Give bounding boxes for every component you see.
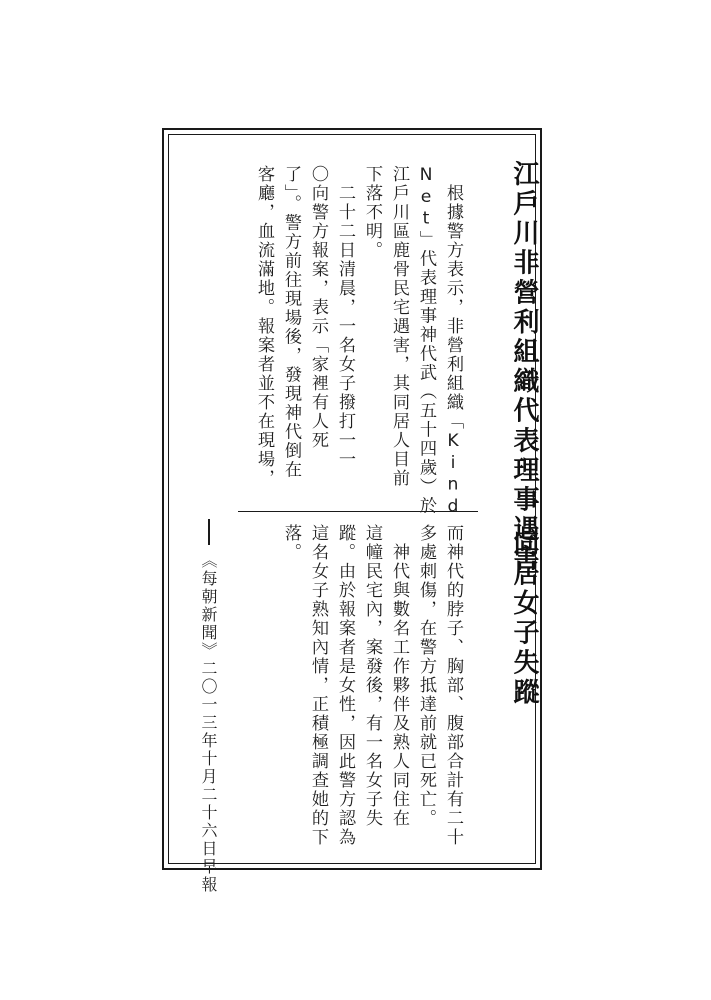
body-column-upper-4: 下落不明。 bbox=[362, 165, 382, 260]
body-column-upper-2: Net」代表理事神代武（五十四歲）於 bbox=[416, 165, 436, 516]
body-column-upper-1: 根據警方表示，非營利組織「Kind bbox=[443, 165, 463, 519]
body-column-lower-1: 而神代的脖子、胸部、腹部合計有二十 bbox=[443, 524, 463, 847]
body-column-lower-5: 蹤。由於報案者是女性，因此警方認為 bbox=[335, 524, 355, 847]
headline-line-1: 江戶川非營利組織代表理事遇害 bbox=[509, 160, 539, 575]
body-column-upper-3: 江戶川區鹿骨民宅遇害，其同居人目前 bbox=[389, 165, 409, 488]
column-divider bbox=[238, 511, 478, 512]
body-column-lower-3: 神代與數名工作夥伴及熟人同住在 bbox=[389, 524, 409, 828]
body-column-lower-2: 多處刺傷，在警方抵達前就已死亡。 bbox=[416, 524, 436, 828]
headline-line-2: 同居女子失蹤 bbox=[509, 530, 539, 708]
body-column-upper-6: 〇向警方報案，表示「家裡有人死 bbox=[308, 165, 328, 450]
body-column-lower-7: 落。 bbox=[281, 524, 301, 562]
source-citation: 《每朝新聞》二〇一三年十月二十六日早報 bbox=[199, 552, 218, 894]
body-column-lower-4: 這幢民宅內，案發後，有一名女子失 bbox=[362, 524, 382, 828]
body-column-upper-7: 了」。警方前往現場後，發現神代倒在 bbox=[281, 165, 301, 480]
source-dash bbox=[208, 519, 210, 545]
body-column-lower-6: 這名女子熟知內情，正積極調查她的下 bbox=[308, 524, 328, 847]
body-column-upper-5: 二十二日清晨，一名女子撥打一一 bbox=[335, 165, 355, 469]
body-column-upper-8: 客廳，血流滿地。報案者並不在現場， bbox=[254, 165, 274, 488]
